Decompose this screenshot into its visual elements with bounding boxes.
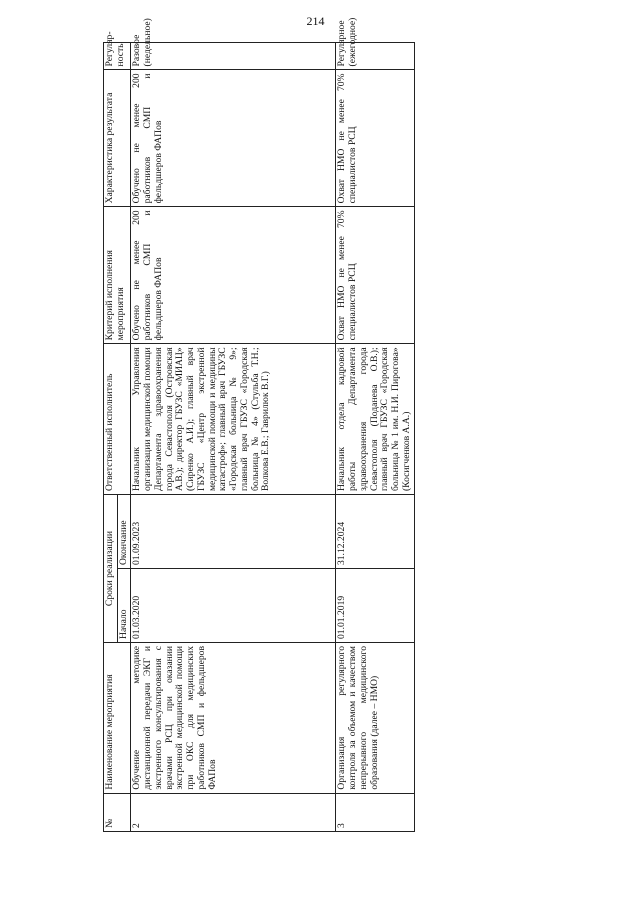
- row-num: 2: [131, 793, 336, 831]
- header-result: Характеристика результата: [104, 70, 131, 207]
- page-number: 214: [306, 14, 325, 28]
- row-name: Обучение методике дистанционной передачи ЭКГ и экстренного консультирования с врачами РСЦ при оказании экстренной медицинской помощи при ОКС для медицинских работников СМП и фельдшеров ФАПов: [131, 642, 336, 793]
- header-name: Наименование мероприятия: [104, 642, 131, 793]
- row-regularity: Регулярное (ежегодное): [336, 43, 414, 70]
- row-result: Обучено не менее 200 работников СМП и фельдшеров ФАПов: [131, 70, 336, 207]
- row-regularity: Разовое (недельное): [131, 43, 336, 70]
- row-start: 01.03.2020: [131, 569, 336, 643]
- row-responsible: Начальник отдела кадровой работы Департамента здравоохранения города Севастополя (Поданева О.В.); главный врач ГБУЗС «Городская больница № 1 им. Н.И. Пирогова» (Косигченков А.А.): [336, 344, 414, 495]
- header-criterion: Критерий исполнения мероприятия: [104, 207, 131, 344]
- row-result: Охват НМО не менее 70% специалистов РСЦ: [336, 70, 414, 207]
- header-terms: Сроки реализации: [104, 495, 118, 643]
- header-end: Окончание: [117, 495, 131, 569]
- header-regularity: Регуляр-ность: [104, 43, 131, 70]
- row-num: 3: [336, 793, 414, 831]
- row-name: Организация регулярного контроля за объемом и качеством непрерывного медицинского образования (далее – НМО): [336, 642, 414, 793]
- header-responsible: Ответственный исполнитель: [104, 344, 131, 495]
- row-start: 01.01.2019: [336, 569, 414, 643]
- row-end: 31.12.2024: [336, 495, 414, 569]
- row-end: 01.09.2023: [131, 495, 336, 569]
- table-row: [131, 43, 336, 832]
- header-num: №: [104, 793, 131, 831]
- row-criterion: Охват НМО не менее 70% специалистов РСЦ: [336, 207, 414, 344]
- header-start: Начало: [117, 569, 131, 643]
- table-row: [336, 43, 414, 832]
- row-responsible: Начальник Управления организации медицинской помощи Департамента здравоохранения города Севастополя (Островская А.В.); директор ГБУЗС «МИАЦ» (Сиренко А.И.); главный врач ГБУЗС «Центр экстренной медицинской помощи и медицины катастроф»; главный врач ГБУЗС «Городская больница № 9»; главный врач ГБУЗС «Городская больница № 4» (Стульба Т.Н.; Волкова Е.В.; Гаврилюк В.Г.): [131, 344, 336, 495]
- header-row: [104, 43, 118, 832]
- row-criterion: Обучено не менее 200 работников СМП и фельдшеров ФАПов: [131, 207, 336, 344]
